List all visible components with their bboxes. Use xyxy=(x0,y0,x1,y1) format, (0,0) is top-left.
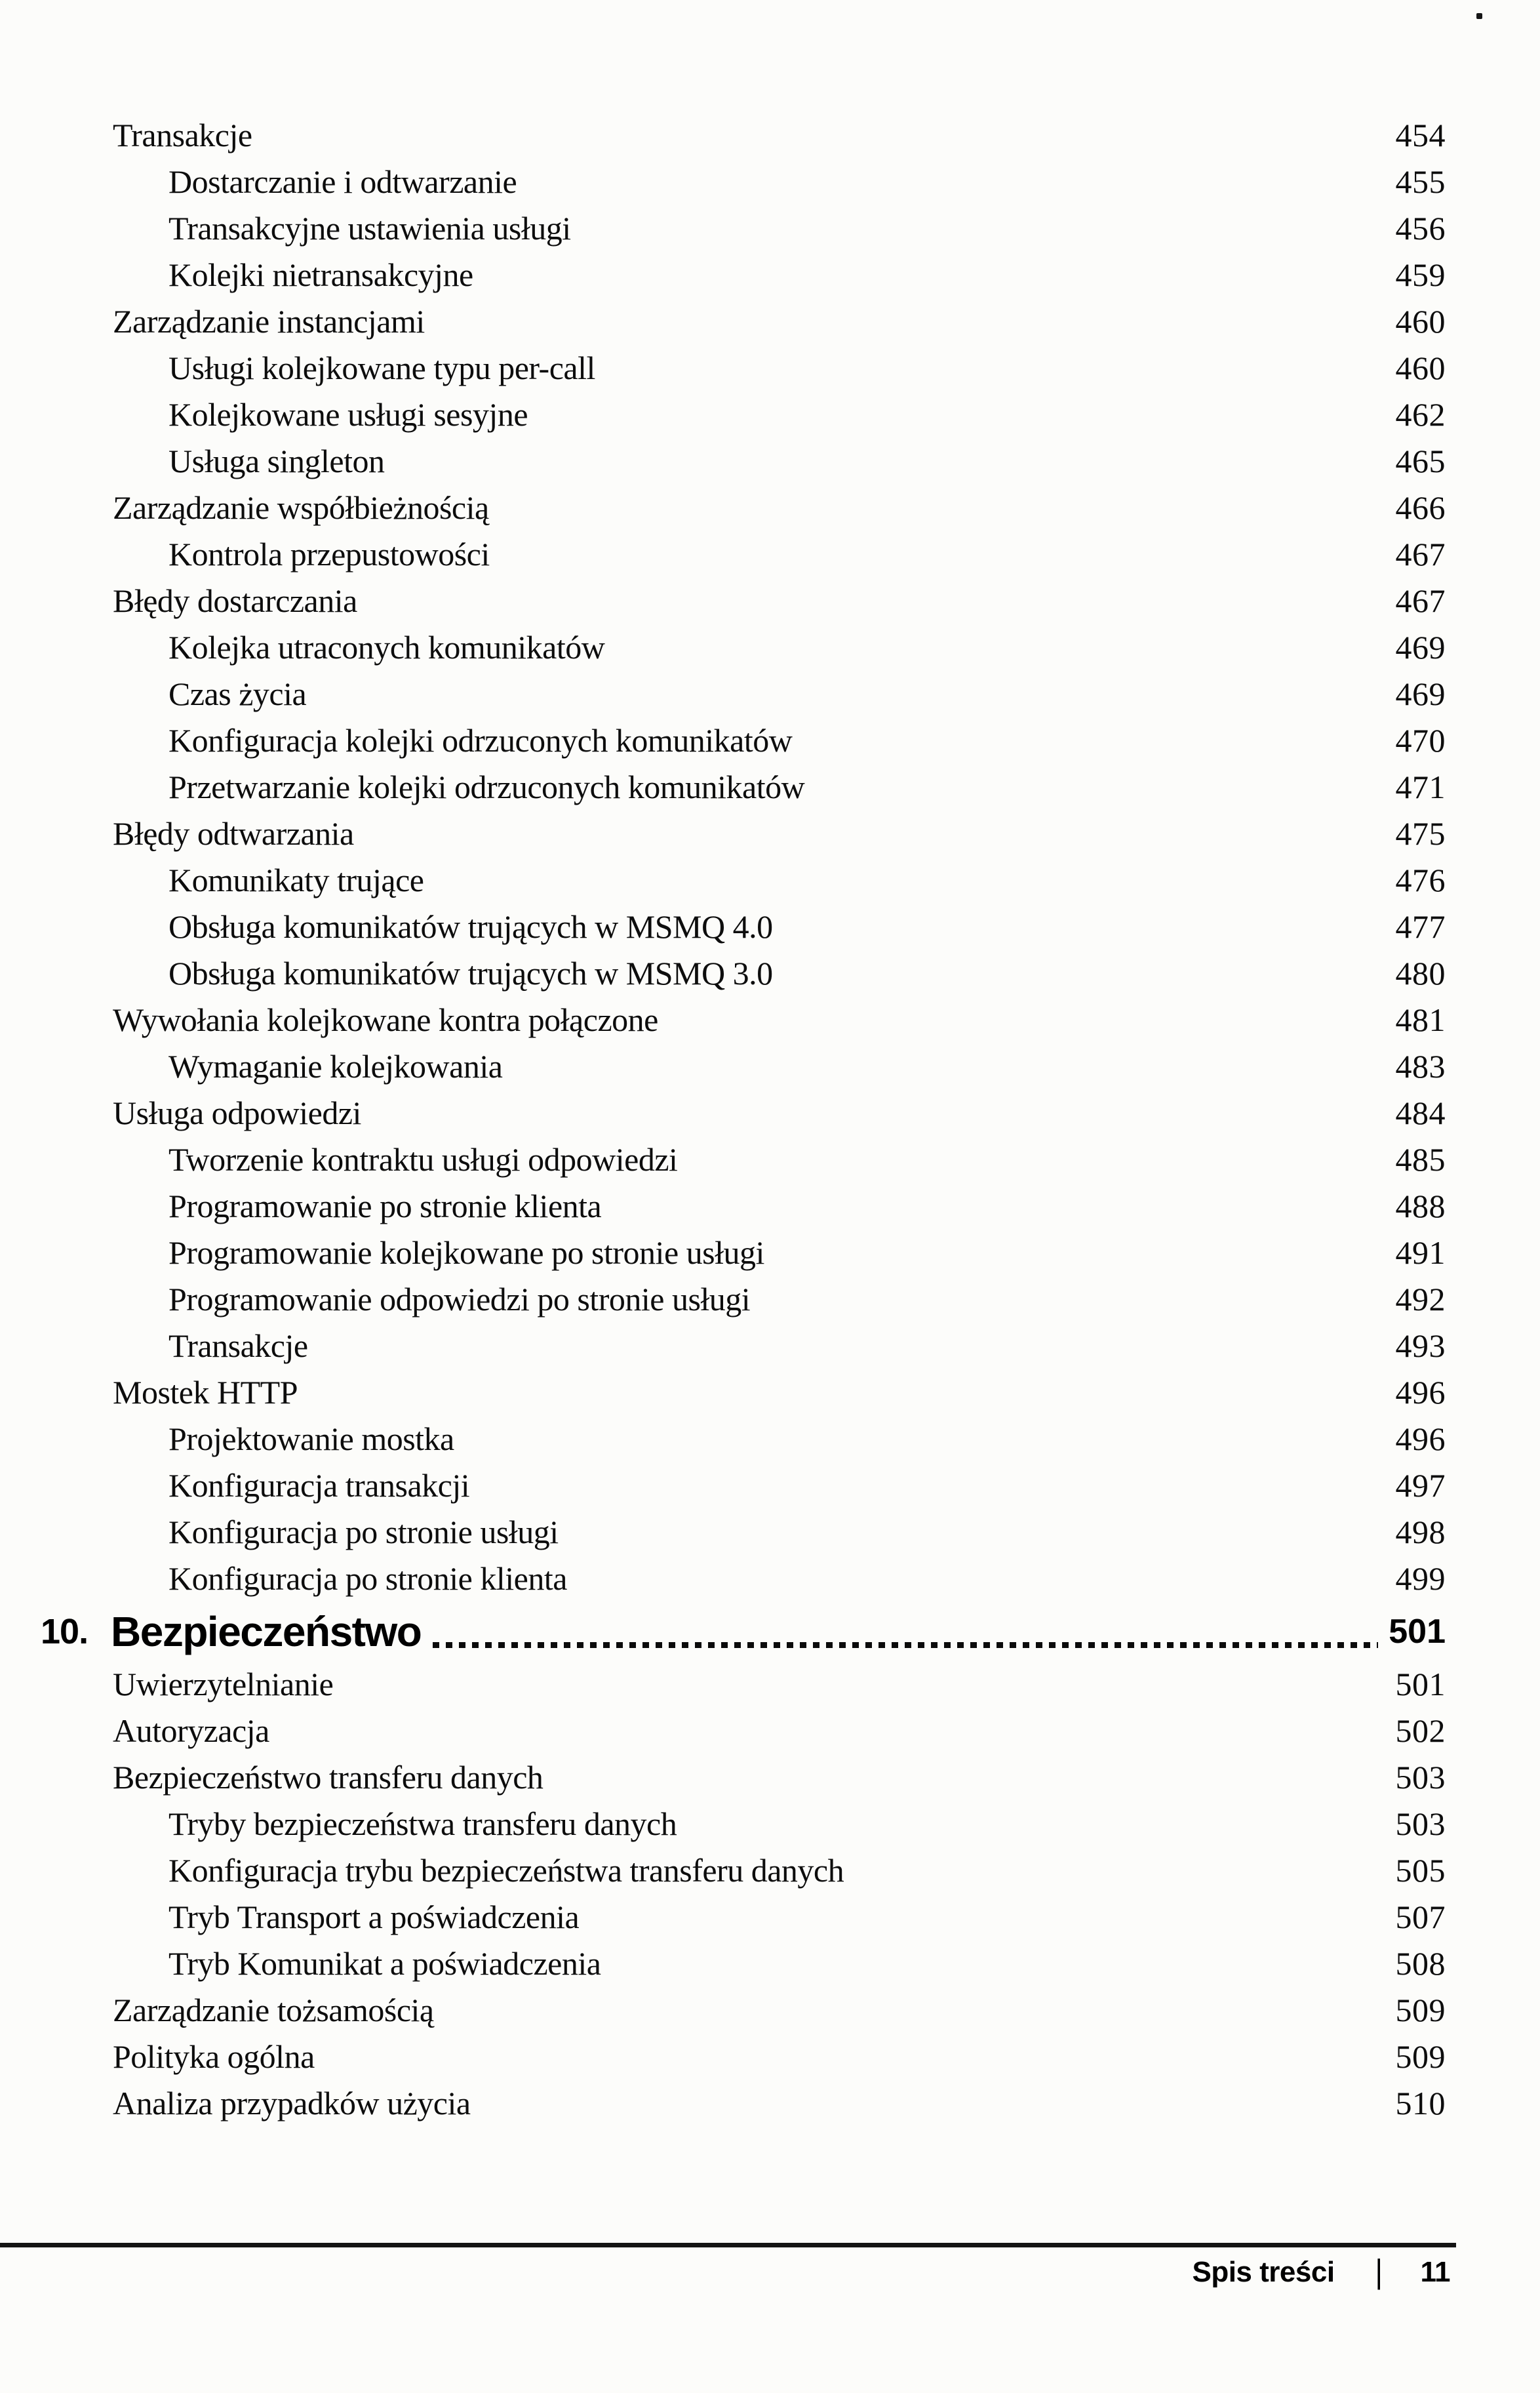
toc-entry-page-number: 501 xyxy=(1395,1665,1446,1702)
footer-rule xyxy=(0,2243,1456,2247)
toc-entry-title: Wymaganie kolejkowania xyxy=(168,1047,503,1085)
toc-entry-title: Kontrola przepustowości xyxy=(168,535,490,573)
toc-entry-title: Komunikaty trujące xyxy=(168,861,424,898)
toc-entry-page-number: 498 xyxy=(1395,1513,1446,1550)
toc-entry xyxy=(0,1754,1446,1800)
toc-entry xyxy=(0,1800,1446,1847)
toc-entry xyxy=(0,950,1446,996)
toc-entry-page-number: 502 xyxy=(1395,1712,1446,1749)
toc-entry-title: Tryb Transport a poświadczenia xyxy=(168,1898,580,1935)
toc-entry-title: Bezpieczeństwo transferu danych xyxy=(113,1758,543,1796)
toc-entry-title: Błędy odtwarzania xyxy=(113,814,354,852)
toc-entry xyxy=(0,903,1446,950)
toc-entry xyxy=(0,1893,1446,1940)
toc-entry xyxy=(0,437,1446,484)
toc-entry xyxy=(0,1369,1446,1415)
toc-entry-page-number: 480 xyxy=(1395,954,1446,992)
toc-entry xyxy=(0,1707,1446,1754)
toc-entry-page-number: 509 xyxy=(1395,2038,1446,2075)
toc-entry-page-number: 477 xyxy=(1395,908,1446,945)
toc-entry-page-number: 491 xyxy=(1395,1234,1446,1271)
chapter-number: 10. xyxy=(41,1612,89,1651)
toc-entry xyxy=(0,717,1446,763)
toc-entry xyxy=(0,856,1446,903)
toc-entry-title: Projektowanie mostka xyxy=(168,1420,454,1457)
toc-entry xyxy=(0,1660,1446,1707)
toc-entry-title: Analiza przypadków użycia xyxy=(113,2084,471,2122)
toc-entry-title: Autoryzacja xyxy=(113,1712,269,1749)
toc-entry-title: Transakcyjne ustawienia usługi xyxy=(168,209,571,247)
toc-entry-title: Konfiguracja po stronie klienta xyxy=(168,1559,567,1597)
toc-entry-page-number: 476 xyxy=(1395,861,1446,898)
toc-entry xyxy=(0,670,1446,717)
toc-entry-page-number: 508 xyxy=(1395,1944,1446,1982)
toc-entry-page-number: 465 xyxy=(1395,442,1446,479)
toc-entry-title: Programowanie po stronie klienta xyxy=(168,1187,602,1224)
chapter-page-number: 501 xyxy=(1389,1613,1446,1651)
toc-entry-title: Mostek HTTP xyxy=(113,1373,298,1411)
chapter-title: Bezpieczeństwo xyxy=(111,1608,422,1655)
toc-entry xyxy=(0,1322,1446,1369)
toc-chapter-heading xyxy=(0,1605,1446,1658)
toc-entry xyxy=(0,996,1446,1043)
toc-entry-page-number: 471 xyxy=(1395,768,1446,805)
toc-entry xyxy=(0,1089,1446,1136)
toc-entry-title: Usługa odpowiedzi xyxy=(113,1094,361,1131)
toc-entry-page-number: 503 xyxy=(1395,1805,1446,1842)
toc-entry-page-number: 483 xyxy=(1395,1047,1446,1085)
toc-entry-page-number: 470 xyxy=(1395,721,1446,759)
toc-entry-page-number: 488 xyxy=(1395,1187,1446,1224)
toc-entry-title: Kolejka utraconych komunikatów xyxy=(168,628,605,666)
toc-entry-title: Usługa singleton xyxy=(168,442,385,479)
toc-entry xyxy=(0,391,1446,437)
toc-entry xyxy=(0,763,1446,810)
toc-entry xyxy=(0,577,1446,624)
toc-entry xyxy=(0,484,1446,531)
toc-entry-title: Usługi kolejkowane typu per-call xyxy=(168,349,595,386)
toc-entry-title: Błędy dostarczania xyxy=(113,582,357,619)
dotted-leader xyxy=(433,1642,1378,1648)
toc-entry-page-number: 454 xyxy=(1395,116,1446,153)
toc-entry xyxy=(0,344,1446,391)
toc-entry xyxy=(0,205,1446,251)
toc-entry-title: Konfiguracja trybu bezpieczeństwa transferu danych xyxy=(168,1851,844,1889)
toc-entry-title: Czas życia xyxy=(168,675,307,712)
toc-entry xyxy=(0,1229,1446,1276)
toc-entry-title: Zarządzanie współbieżnością xyxy=(113,489,489,526)
toc-entry xyxy=(0,1182,1446,1229)
toc-entry xyxy=(0,1276,1446,1322)
toc-entry-title: Zarządzanie tożsamością xyxy=(113,1991,434,2028)
toc-entry xyxy=(0,2033,1446,2080)
toc-entry-page-number: 499 xyxy=(1395,1559,1446,1597)
toc-entry-title: Kolejki nietransakcyjne xyxy=(168,256,473,293)
toc-entry xyxy=(0,810,1446,856)
toc-entry-page-number: 456 xyxy=(1395,209,1446,247)
toc-entry-title: Transakcje xyxy=(113,116,252,153)
toc-entry-title: Polityka ogólna xyxy=(113,2038,315,2075)
toc-entry xyxy=(0,1043,1446,1089)
toc-entry-title: Konfiguracja transakcji xyxy=(168,1466,470,1504)
toc-entry-title: Programowanie kolejkowane po stronie usługi xyxy=(168,1234,764,1271)
toc-entry-page-number: 484 xyxy=(1395,1094,1446,1131)
toc-entry-title: Zarządzanie instancjami xyxy=(113,302,425,340)
toc-entry xyxy=(0,2080,1446,2126)
toc-entry-page-number: 497 xyxy=(1395,1466,1446,1504)
toc-entry-page-number: 467 xyxy=(1395,535,1446,573)
footer-section-label: Spis treści xyxy=(1192,2256,1335,2288)
toc-entry-title: Programowanie odpowiedzi po stronie usługi xyxy=(168,1280,751,1317)
toc-entry-page-number: 510 xyxy=(1395,2084,1446,2122)
toc-entry xyxy=(0,1508,1446,1555)
toc-entry-title: Dostarczanie i odtwarzanie xyxy=(168,163,517,200)
toc-entry-title: Wywołania kolejkowane kontra połączone xyxy=(113,1001,658,1038)
toc-entry-page-number: 469 xyxy=(1395,675,1446,712)
toc-entry-page-number: 455 xyxy=(1395,163,1446,200)
toc-entry-page-number: 503 xyxy=(1395,1758,1446,1796)
toc-entry xyxy=(0,1940,1446,1986)
toc-entry-title: Tworzenie kontraktu usługi odpowiedzi xyxy=(168,1140,678,1178)
toc-entry-page-number: 467 xyxy=(1395,582,1446,619)
footer-page-number: 11 xyxy=(1420,2256,1450,2288)
toc-entry-page-number: 485 xyxy=(1395,1140,1446,1178)
toc-entry-title: Obsługa komunikatów trujących w MSMQ 4.0 xyxy=(168,908,773,945)
toc-entry xyxy=(0,1847,1446,1893)
footer-separator: | xyxy=(1375,2253,1383,2291)
toc-entry-page-number: 460 xyxy=(1395,302,1446,340)
toc-entry-page-number: 509 xyxy=(1395,1991,1446,2028)
toc-entry-page-number: 460 xyxy=(1395,349,1446,386)
toc-entry-page-number: 493 xyxy=(1395,1327,1446,1364)
toc-entry xyxy=(0,1136,1446,1182)
toc-entry-page-number: 496 xyxy=(1395,1420,1446,1457)
toc-entry xyxy=(0,298,1446,344)
toc-entry-title: Przetwarzanie kolejki odrzuconych komunikatów xyxy=(168,768,805,805)
toc-entry-page-number: 475 xyxy=(1395,814,1446,852)
toc-entry xyxy=(0,251,1446,298)
footer xyxy=(1192,2253,1450,2291)
toc-entry-page-number: 492 xyxy=(1395,1280,1446,1317)
toc-entry xyxy=(0,1555,1446,1601)
toc-entry-page-number: 507 xyxy=(1395,1898,1446,1935)
toc-entry-page-number: 481 xyxy=(1395,1001,1446,1038)
toc-entry xyxy=(0,1415,1446,1462)
toc-entry-title: Transakcje xyxy=(168,1327,308,1364)
toc-entry-page-number: 459 xyxy=(1395,256,1446,293)
toc-entry-title: Obsługa komunikatów trujących w MSMQ 3.0 xyxy=(168,954,773,992)
toc-entry-title: Tryby bezpieczeństwa transferu danych xyxy=(168,1805,677,1842)
toc-entry-page-number: 462 xyxy=(1395,395,1446,433)
toc-entry xyxy=(0,1462,1446,1508)
toc-entry xyxy=(0,158,1446,205)
toc-entry-title: Tryb Komunikat a poświadczenia xyxy=(168,1944,601,1982)
toc-entry-page-number: 496 xyxy=(1395,1373,1446,1411)
toc-entry-page-number: 469 xyxy=(1395,628,1446,666)
toc-entry xyxy=(0,1986,1446,2033)
toc-entry xyxy=(0,111,1446,158)
toc-entry-page-number: 466 xyxy=(1395,489,1446,526)
toc-entry-title: Konfiguracja kolejki odrzuconych komunikatów xyxy=(168,721,793,759)
toc-entry-title: Uwierzytelnianie xyxy=(113,1665,334,1702)
toc-entry xyxy=(0,531,1446,577)
toc-entry xyxy=(0,624,1446,670)
toc-entry-title: Kolejkowane usługi sesyjne xyxy=(168,395,528,433)
toc-entry-title: Konfiguracja po stronie usługi xyxy=(168,1513,559,1550)
toc-entry-page-number: 505 xyxy=(1395,1851,1446,1889)
